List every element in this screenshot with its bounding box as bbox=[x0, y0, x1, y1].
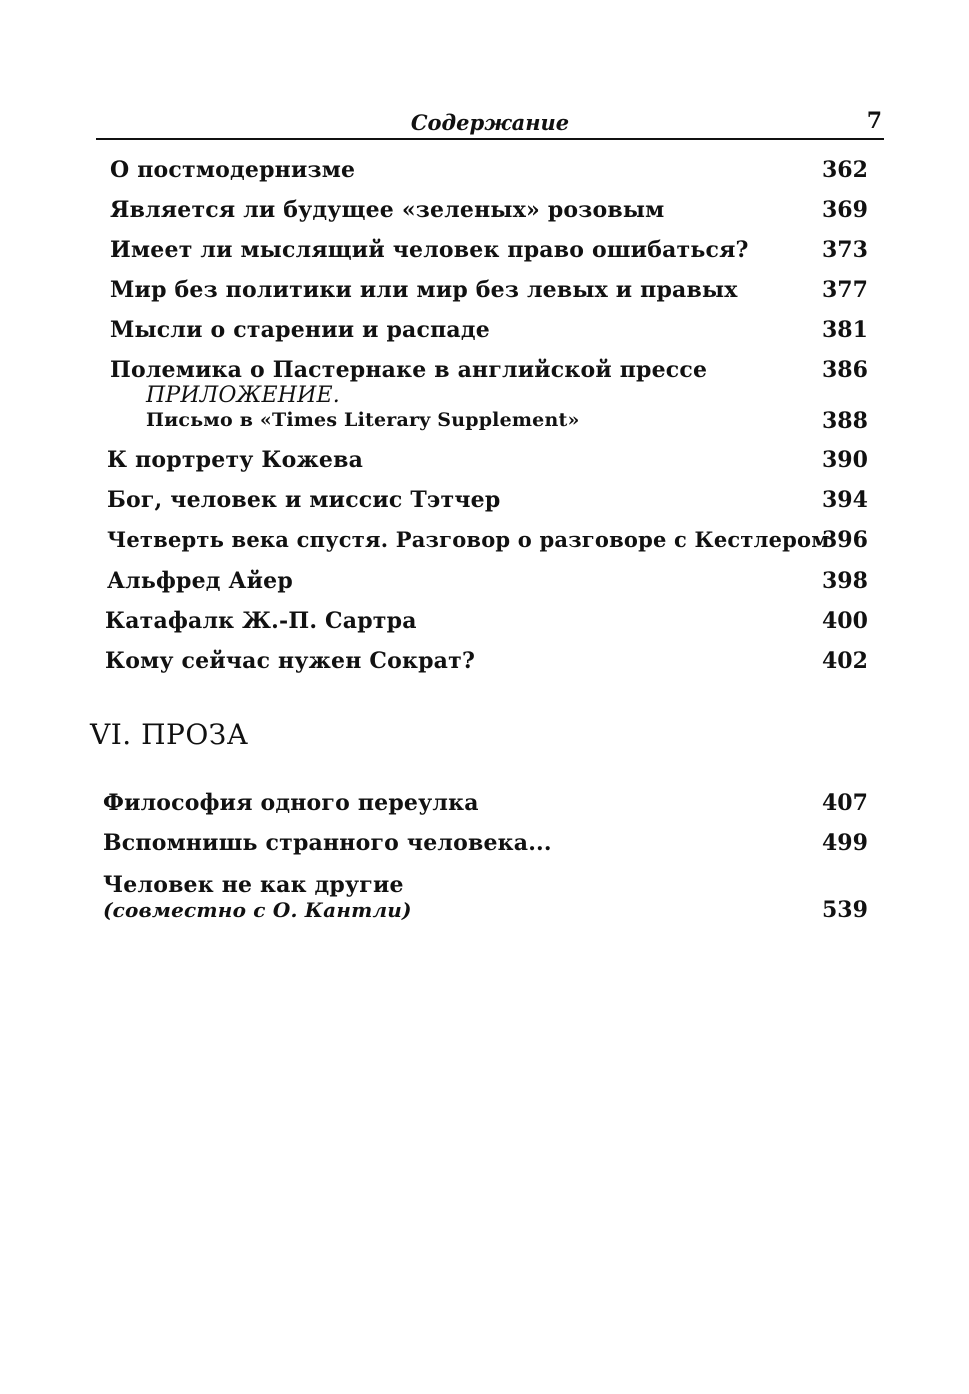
toc-entry-page: 362 bbox=[822, 157, 868, 183]
toc-entry-title: Является ли будущее «зеленых» розовым bbox=[110, 197, 665, 223]
toc-entry-page: 386 bbox=[822, 357, 868, 383]
page-number: 7 bbox=[866, 108, 882, 134]
toc-entry-page: 499 bbox=[822, 830, 868, 856]
toc-entry-page: 539 bbox=[822, 897, 868, 923]
toc-entry-title: О постмодернизме bbox=[110, 157, 356, 183]
appendix-label: ПРИЛОЖЕНИЕ. bbox=[146, 383, 340, 408]
toc-entry-title: К портрету Кожева bbox=[107, 447, 364, 473]
toc-entry-title: Полемика о Пастернаке в английской прессе bbox=[110, 357, 708, 383]
appendix-title: Письмо в «Times Literary Supplement» bbox=[146, 409, 580, 431]
toc-entry-page: 373 bbox=[822, 237, 868, 263]
toc-entry-page: 407 bbox=[822, 790, 868, 816]
running-title: Содержание bbox=[410, 110, 570, 135]
toc-entry-page: 388 bbox=[822, 408, 868, 434]
section-heading: VI. ПРОЗА bbox=[90, 718, 249, 751]
toc-entry-title: Четверть века спустя. Разговор о разговоре с Кестлером bbox=[107, 527, 830, 552]
toc-entry-title: Мир без политики или мир без левых и правых bbox=[110, 277, 738, 303]
toc-entry-page: 377 bbox=[822, 277, 868, 303]
toc-entry-title: Катафалк Ж.-П. Сартра bbox=[105, 608, 417, 634]
toc-entry-page: 396 bbox=[822, 527, 868, 553]
toc-entry-title: Мысли о старении и распаде bbox=[110, 317, 490, 343]
toc-entry-title: Бог, человек и миссис Тэтчер bbox=[107, 487, 501, 513]
toc-entry-title: Кому сейчас нужен Сократ? bbox=[105, 648, 476, 674]
toc-entry-page: 400 bbox=[822, 608, 868, 634]
running-head bbox=[96, 106, 884, 140]
toc-entry-title: Философия одного переулка bbox=[103, 790, 479, 816]
toc-entry-note: (совместно с О. Кантли) bbox=[103, 898, 412, 922]
toc-entry-page: 381 bbox=[822, 317, 868, 343]
toc-entry-page: 394 bbox=[822, 487, 868, 513]
toc-entry-title: Имеет ли мыслящий человек право ошибаться? bbox=[110, 237, 749, 263]
toc-entry-title: Альфред Айер bbox=[107, 568, 293, 594]
toc-entry-page: 369 bbox=[822, 197, 868, 223]
toc-entry-page: 390 bbox=[822, 447, 868, 473]
toc-entry-page: 402 bbox=[822, 648, 868, 674]
toc-entry-page: 398 bbox=[822, 568, 868, 594]
toc-entry-title: Вспомнишь странного человека... bbox=[103, 830, 552, 856]
toc-entry-title: Человек не как другие bbox=[103, 872, 404, 898]
